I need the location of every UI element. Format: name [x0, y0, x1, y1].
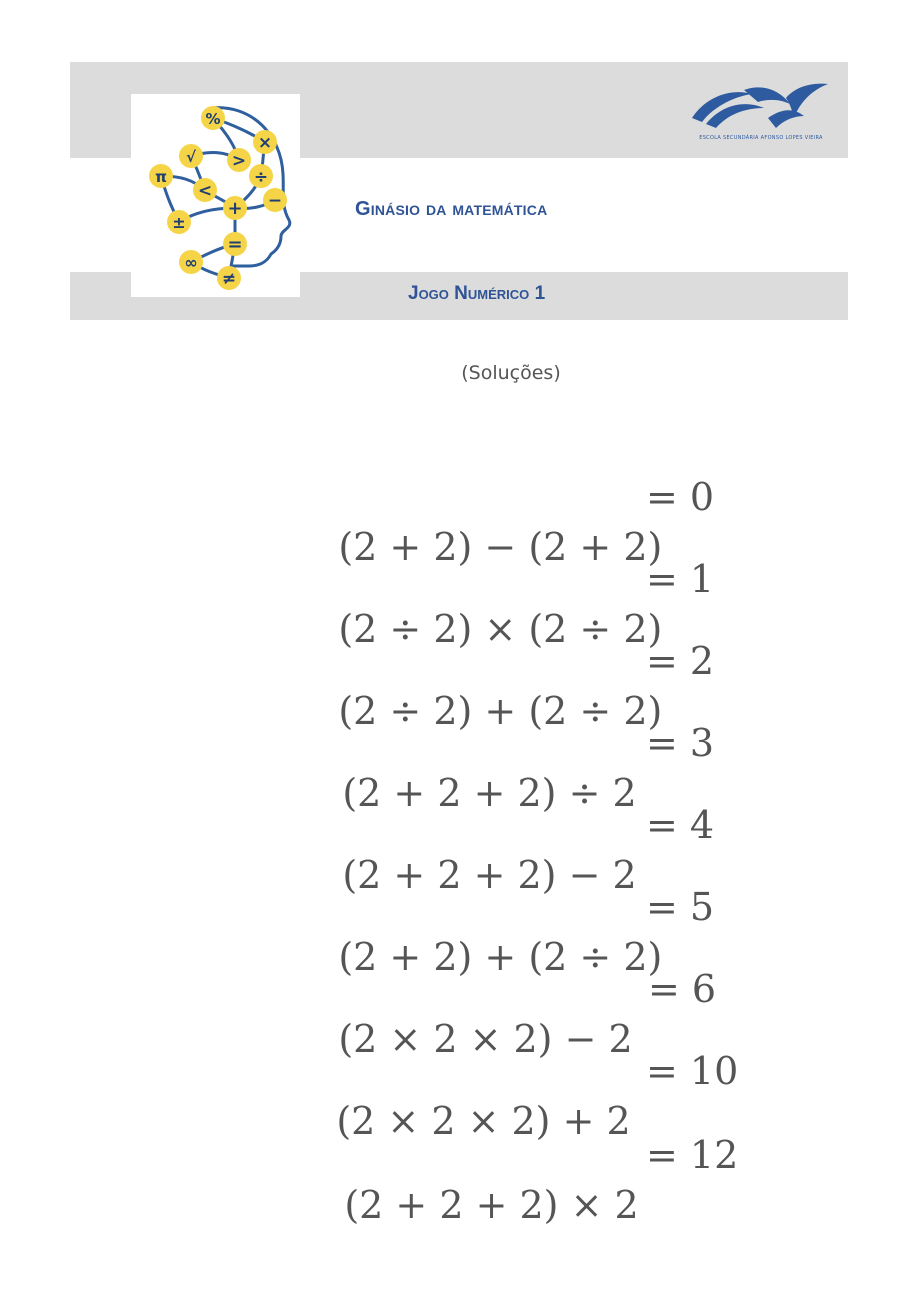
- svg-text:π: π: [155, 168, 167, 186]
- equation-rhs: = 10: [646, 1049, 739, 1093]
- page-title: Ginásio da matemática: [355, 198, 548, 220]
- svg-text:÷: ÷: [253, 167, 269, 187]
- equation-lhs: (2 ÷ 2) + (2 ÷ 2): [338, 689, 663, 733]
- equation-rhs: = 12: [646, 1133, 739, 1177]
- equation-rhs: = 5: [646, 885, 715, 929]
- svg-text:=: =: [227, 234, 243, 255]
- svg-text:≠: ≠: [221, 269, 237, 289]
- svg-text:∞: ∞: [184, 253, 198, 272]
- equation-lhs: (2 + 2 + 2) − 2: [342, 853, 637, 897]
- equation-row: [290, 882, 715, 979]
- equation-rhs: = 6: [648, 967, 717, 1011]
- equation-lhs: (2 + 2 + 2) × 2: [344, 1183, 639, 1227]
- equation-rhs: = 3: [646, 721, 715, 765]
- svg-text:<: <: [197, 181, 213, 201]
- equation-row: [288, 1046, 739, 1143]
- equation-lhs: (2 + 2) + (2 ÷ 2): [338, 935, 663, 979]
- solutions-label: (Soluções): [461, 362, 561, 384]
- equation-lhs: (2 + 2) − (2 + 2): [338, 525, 663, 569]
- svg-text:−: −: [267, 191, 283, 211]
- equation-lhs: (2 ÷ 2) × (2 ÷ 2): [338, 607, 663, 651]
- svg-text:±: ±: [172, 213, 186, 232]
- equation-lhs: (2 + 2 + 2) ÷ 2: [342, 771, 637, 815]
- math-head-logo-icon: [131, 94, 300, 297]
- equation-rhs: = 4: [646, 803, 715, 847]
- svg-text:>: >: [231, 151, 247, 171]
- svg-text:×: ×: [257, 133, 273, 153]
- equation-row: [296, 1130, 739, 1227]
- svg-text:√: √: [185, 148, 197, 166]
- school-arc-logo-icon: [686, 78, 836, 144]
- equation-lhs: (2 × 2 × 2) + 2: [336, 1099, 631, 1143]
- svg-text:+: +: [227, 198, 243, 219]
- equation-lhs: (2 × 2 × 2) − 2: [338, 1017, 633, 1061]
- equation-row: [290, 472, 715, 569]
- equation-rhs: = 0: [646, 475, 715, 519]
- svg-text:%: %: [205, 110, 221, 128]
- school-logo-text: ESCOLA SECUNDÁRIA AFONSO LOPES VIEIRA: [699, 135, 823, 141]
- equation-row: [294, 718, 715, 815]
- page-subtitle: Jogo Numérico 1: [408, 283, 546, 304]
- equation-row: [290, 554, 715, 651]
- equation-rhs: = 2: [646, 639, 715, 683]
- equation-rhs: = 1: [646, 557, 715, 601]
- equation-row: [294, 800, 715, 897]
- equation-row: [290, 636, 715, 733]
- equation-row: [290, 964, 717, 1061]
